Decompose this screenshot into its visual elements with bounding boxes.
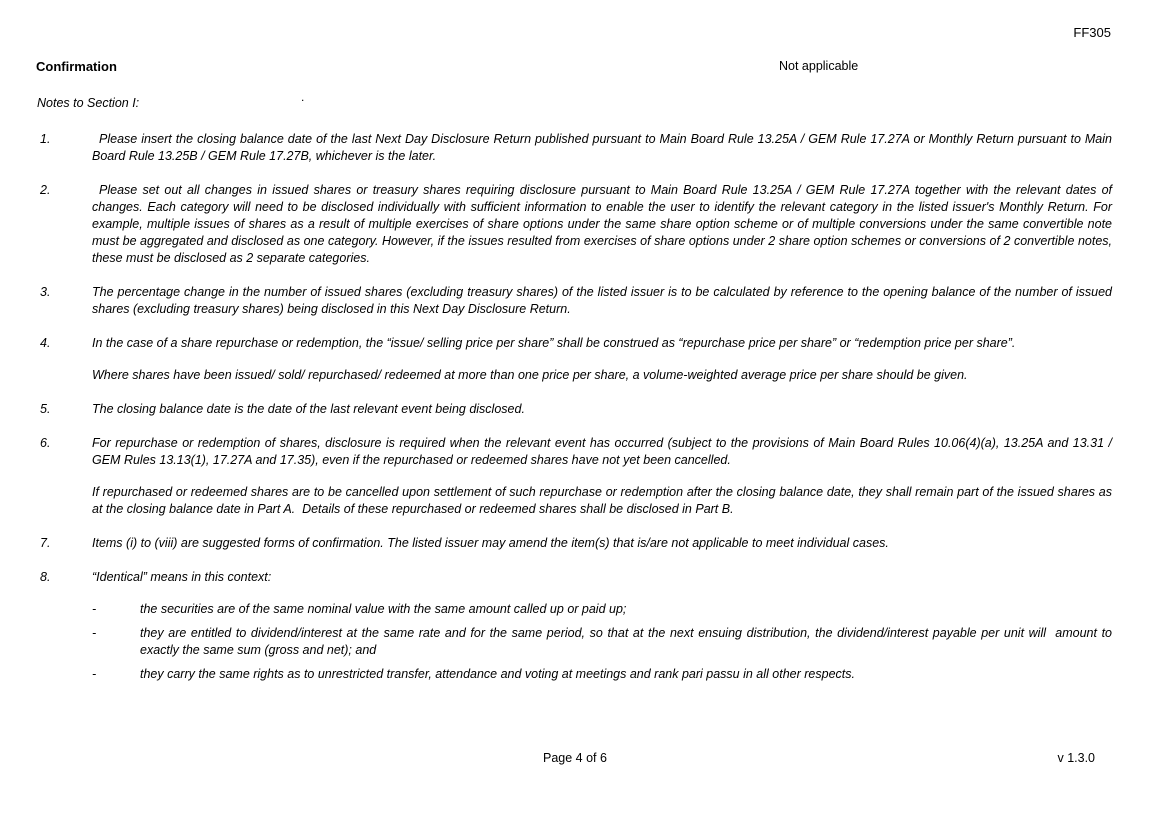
- note-bullet-list: [92, 601, 1112, 683]
- note-number: 7.: [40, 536, 51, 550]
- note-item-3: [40, 284, 1112, 318]
- note-number: 4.: [40, 336, 51, 350]
- bullet-dash: -: [92, 626, 97, 640]
- note-paragraph: If repurchased or redeemed shares are to be cancelled upon settlement of such repurchase or redemption after the closing balance date, they shall remain part of the issued shares as at the closing balance date in Part A. Details of these repurchased or redeemed shares shall be disclosed in Part B.: [92, 485, 1112, 516]
- bullet-text: they are entitled to dividend/interest at the same rate and for the same period, so that at the next ensuing distribution, the dividend/interest payable per unit will amount to exactly the same sum (gross and net); and: [140, 626, 1112, 657]
- stray-period-mark: .: [301, 90, 305, 104]
- note-bullet: [92, 666, 1112, 683]
- note-paragraph: Where shares have been issued/ sold/ repurchased/ redeemed at more than one price per share, a volume-weighted average price per share should be given.: [92, 368, 968, 382]
- confirmation-value: Not applicable: [779, 59, 859, 73]
- notes-list: [40, 131, 1112, 700]
- note-number: 3.: [40, 285, 51, 299]
- note-paragraph: Items (i) to (viii) are suggested forms of confirmation. The listed issuer may amend the item(s) that is/are not applicable to meet individual cases.: [92, 536, 889, 550]
- note-number: 6.: [40, 436, 51, 450]
- notes-section-title: Notes to Section I:: [37, 96, 140, 110]
- note-item-5: [40, 401, 1112, 418]
- note-bullet: [92, 601, 1112, 618]
- bullet-text: they carry the same rights as to unrestricted transfer, attendance and voting at meetings and rank pari passu in all other respects.: [140, 667, 855, 681]
- note-bullet: [92, 625, 1112, 659]
- form-code: FF305: [1073, 25, 1111, 40]
- note-item-6: [40, 435, 1112, 518]
- note-paragraph: “Identical” means in this context:: [92, 570, 272, 584]
- note-paragraph: Please insert the closing balance date of the last Next Day Disclosure Return published pursuant to Main Board Rule 13.25A / GEM Rule 17.27A or Monthly Return pursuant to Main Board Rule 13.25B / GEM Rule 17.27B, whichever is the later.: [92, 132, 1112, 163]
- note-paragraph: The percentage change in the number of issued shares (excluding treasury shares) of the listed issuer is to be calculated by reference to the opening balance of the number of issued shares (excluding treasury shares) being disclosed in this Next Day Disclosure Return.: [92, 285, 1112, 316]
- bullet-dash: -: [92, 667, 97, 681]
- note-paragraph: Please set out all changes in issued shares or treasury shares requiring disclosure pursuant to Main Board Rule 13.25A / GEM Rule 17.27A together with the relevant dates of changes. Each category will need to be disclosed individually with sufficient information to enable the user to identify the relevant category in the listed issuer's Monthly Return. For example, multiple issues of shares as a result of multiple exercises of share options under the same share option scheme or of multiple conversions under the same convertible note must be aggregated and disclosed as one category. However, if the issues resulted from exercises of share options under 2 share option schemes or conversions of 2 convertible notes, these must be disclosed as 2 separate categories.: [92, 183, 1112, 265]
- note-number: 2.: [40, 183, 51, 197]
- note-item-7: [40, 535, 1112, 552]
- version-label: v 1.3.0: [1057, 751, 1095, 765]
- note-number: 1.: [40, 132, 51, 146]
- note-paragraph: For repurchase or redemption of shares, disclosure is required when the relevant event has occurred (subject to the provisions of Main Board Rules 10.06(4)(a), 13.25A and 13.31 / GEM Rules 13.13(1), 17.27A and 17.35), even if the repurchased or redeemed shares have not yet been cancelled.: [92, 436, 1112, 467]
- note-item-2: [40, 182, 1112, 267]
- confirmation-label: Confirmation: [36, 59, 117, 74]
- note-item-1: [40, 131, 1112, 165]
- note-paragraph: In the case of a share repurchase or redemption, the “issue/ selling price per share” shall be construed as “repurchase price per share” or “redemption price per share”.: [92, 336, 1016, 350]
- page-indicator: Page 4 of 6: [543, 751, 607, 765]
- note-paragraph: The closing balance date is the date of the last relevant event being disclosed.: [92, 402, 525, 416]
- note-item-4: [40, 335, 1112, 384]
- bullet-text: the securities are of the same nominal value with the same amount called up or paid up;: [140, 602, 627, 616]
- note-number: 5.: [40, 402, 51, 416]
- bullet-dash: -: [92, 602, 97, 616]
- note-number: 8.: [40, 570, 51, 584]
- note-item-8: [40, 569, 1112, 683]
